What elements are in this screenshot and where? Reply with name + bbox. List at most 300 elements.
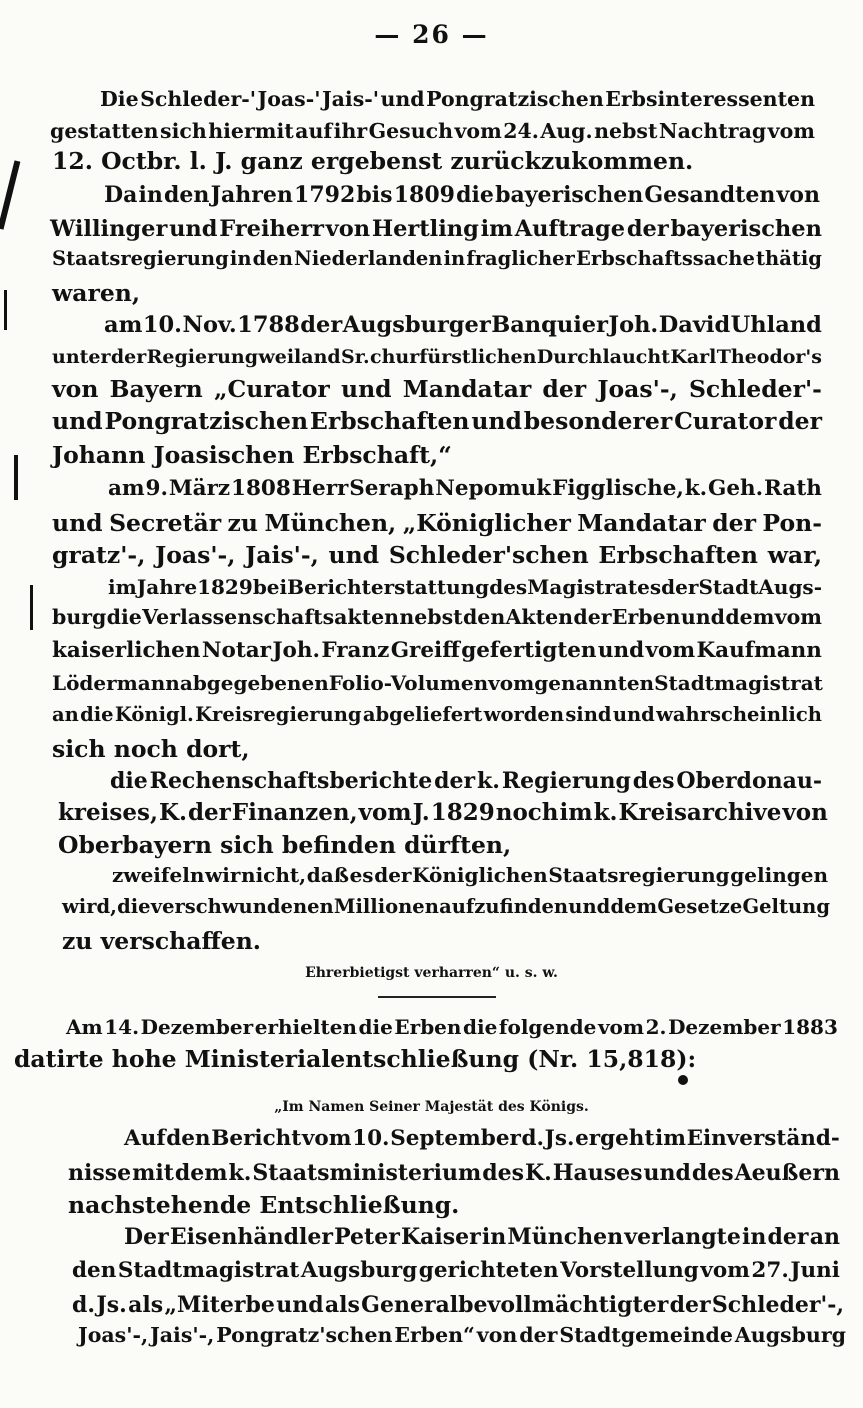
word: Augsburg: [300, 1258, 418, 1283]
word: der: [767, 1224, 809, 1250]
ink-dot: [678, 1075, 688, 1085]
word: Pongratzischen: [104, 407, 309, 435]
text-line: Ehrerbietigst verharren“ u. s. w.: [305, 965, 558, 981]
word: dem: [174, 1160, 228, 1186]
word: in: [742, 1224, 767, 1250]
word: Schleder'-,: [711, 1292, 844, 1318]
word: Der: [124, 1224, 169, 1250]
word: der: [542, 375, 587, 403]
word: Augsburg: [734, 1323, 846, 1347]
word: noch: [495, 799, 559, 826]
word: Staatsministerium: [252, 1160, 482, 1186]
word: Jais'-,: [245, 541, 319, 569]
word: Gesetze: [657, 895, 743, 918]
word: sich: [160, 119, 207, 143]
word: Gesandten: [644, 182, 776, 208]
word: k.: [477, 768, 500, 794]
word: daß: [306, 863, 349, 887]
word: in: [138, 182, 163, 208]
word: aufzufinden: [439, 895, 569, 918]
text-line: [62, 892, 830, 922]
margin-mark: [0, 160, 20, 229]
text-line: [100, 84, 815, 114]
word: verlangte: [624, 1224, 741, 1250]
word: vom: [488, 671, 535, 695]
word: 10.: [142, 312, 183, 338]
word: k.: [228, 1160, 252, 1186]
word: die: [80, 703, 114, 726]
word: wahrscheinlich: [656, 703, 822, 726]
word: Joh.: [608, 312, 659, 338]
word: von: [52, 375, 99, 403]
word: Jais-': [321, 87, 380, 111]
word: nebst: [399, 605, 463, 629]
word: im: [108, 575, 137, 599]
word: den: [166, 1126, 211, 1151]
word: Durchlaucht: [536, 346, 670, 368]
word: bayerischen: [670, 216, 822, 242]
word: Pon-: [762, 509, 822, 537]
word: Joh.: [272, 638, 320, 663]
text-line: zu verschaffen.: [62, 927, 261, 955]
word: verschwundenen: [150, 895, 334, 918]
word: Augs-: [758, 575, 822, 599]
word: und: [643, 1160, 691, 1186]
word: zweifeln: [112, 863, 205, 887]
text-line: [58, 798, 828, 828]
word: vom: [454, 119, 502, 143]
text-line: sich noch dort,: [52, 735, 250, 763]
word: die: [463, 1015, 498, 1039]
word: Berichterstattung: [287, 575, 490, 599]
word: fraglicher: [466, 247, 575, 270]
word: burg: [52, 605, 107, 629]
word: Theodor's: [716, 346, 822, 368]
word: Hauses: [552, 1160, 643, 1186]
text-line: [52, 244, 822, 274]
word: Auf: [124, 1126, 166, 1151]
word: worden: [483, 703, 565, 726]
word: 1788: [237, 312, 300, 338]
text-line: [124, 1124, 840, 1154]
word: Notar: [201, 638, 272, 663]
word: wird,: [62, 895, 117, 918]
word: Joas-': [257, 87, 321, 111]
word: 1829: [430, 799, 495, 826]
word: Karl: [670, 346, 717, 368]
word: die: [456, 182, 494, 208]
word: und: [340, 375, 392, 403]
word: Stadt: [698, 575, 759, 599]
word: 24.: [503, 119, 539, 143]
word: war,: [767, 541, 822, 569]
word: Jahre: [136, 575, 198, 599]
word: Erbsinteressenten: [605, 87, 815, 111]
word: Niederlanden: [294, 247, 443, 270]
word: unter: [52, 346, 111, 368]
word: Jahren: [210, 182, 293, 208]
word: genannten: [534, 671, 655, 695]
word: der: [300, 312, 343, 338]
word: Dezember: [668, 1015, 781, 1039]
word: Regierung: [146, 346, 259, 368]
word: 14.: [104, 1015, 140, 1039]
word: im: [480, 216, 513, 242]
text-line: [66, 1012, 838, 1042]
word: 2.: [645, 1015, 667, 1039]
word: Banquier: [491, 312, 608, 338]
word: 27.: [751, 1258, 789, 1283]
text-line: [52, 342, 822, 372]
word: 1809: [393, 182, 455, 208]
word: 1883: [782, 1015, 838, 1039]
word: die: [110, 768, 148, 794]
word: von: [325, 216, 371, 242]
word: der: [187, 799, 231, 826]
word: Joas'-,: [155, 541, 236, 569]
word: und: [612, 703, 655, 726]
word: ihr: [333, 119, 368, 143]
word: Sr.: [341, 346, 370, 368]
word: gefertigten: [461, 638, 597, 663]
word: die: [106, 605, 142, 629]
word: Erben: [394, 1015, 462, 1039]
word: gestatten: [50, 119, 159, 143]
word: „Königlicher: [402, 509, 571, 537]
word: vom: [767, 119, 815, 143]
word: der: [573, 605, 612, 629]
word: im: [559, 799, 593, 826]
word: Hertling: [371, 216, 479, 242]
word: Joas'-,: [78, 1323, 149, 1347]
word: Nepomuk: [435, 476, 552, 501]
word: der: [778, 407, 822, 435]
word: Js.: [96, 1292, 127, 1318]
word: Geh.: [708, 476, 764, 501]
word: weiland: [258, 346, 341, 368]
word: und: [52, 509, 103, 537]
word: thätig: [756, 247, 822, 270]
word: Js.: [544, 1126, 575, 1151]
margin-mark: [4, 290, 7, 330]
word: wir: [205, 863, 241, 887]
word: Willinger: [50, 216, 168, 242]
text-line: [52, 508, 822, 538]
word: die: [358, 1015, 393, 1039]
word: Magistrates: [527, 575, 662, 599]
word: Augsburger: [342, 312, 491, 338]
word: Pongratz'schen: [216, 1323, 393, 1347]
word: Kaufmann: [696, 638, 822, 663]
word: Freiherr: [219, 216, 324, 242]
text-line: [52, 406, 822, 436]
page-number: — 26 —: [374, 20, 489, 49]
word: der: [519, 1323, 558, 1347]
word: Seraph: [349, 476, 435, 501]
text-line: [52, 540, 822, 570]
text-line: Oberbayern sich befinden dürften,: [58, 831, 512, 859]
word: Juni: [790, 1258, 840, 1283]
word: die: [117, 895, 151, 918]
word: München,: [264, 509, 397, 537]
text-line: datirte hohe Ministerialentschließung (Nr. 15,818):: [14, 1045, 697, 1073]
word: Secretär: [109, 509, 222, 537]
section-divider: [378, 996, 496, 998]
word: Bericht: [211, 1126, 302, 1151]
word: am: [104, 312, 143, 338]
word: im: [655, 1126, 686, 1151]
word: k.: [593, 799, 618, 826]
word: Stadtmagistrat: [654, 671, 823, 695]
word: Gesuch: [368, 119, 454, 143]
word: hiermit: [208, 119, 294, 143]
text-line: [108, 474, 822, 504]
word: „Curator: [213, 375, 330, 403]
word: „Miterbe: [164, 1292, 275, 1318]
word: 9.: [145, 476, 168, 501]
word: Erben“: [394, 1323, 475, 1347]
word: vom: [700, 1258, 750, 1283]
word: Oberdonau-: [676, 768, 822, 794]
word: K.: [524, 1160, 552, 1186]
word: der: [110, 346, 147, 368]
word: und: [568, 895, 611, 918]
word: von: [776, 182, 820, 208]
word: mit: [132, 1160, 174, 1186]
word: und: [328, 541, 380, 569]
word: Vorstellung: [560, 1258, 699, 1283]
word: Dezember: [140, 1015, 254, 1039]
word: des: [489, 575, 528, 599]
margin-mark: [14, 455, 18, 500]
word: Auftrage: [514, 216, 626, 242]
word: Bayern: [109, 375, 203, 403]
text-line: [78, 1320, 846, 1350]
word: David: [658, 312, 731, 338]
word: den: [72, 1258, 117, 1283]
word: als: [128, 1292, 164, 1318]
word: Schleder'schen: [388, 541, 589, 569]
word: es: [349, 863, 374, 887]
word: der: [434, 768, 476, 794]
word: und: [597, 638, 645, 663]
word: dem: [610, 895, 658, 918]
word: Schleder'-: [688, 375, 822, 403]
word: vom: [597, 1015, 645, 1039]
word: erhielten: [254, 1015, 357, 1039]
word: Generalbevollmächtigter: [361, 1292, 669, 1318]
word: den: [462, 605, 506, 629]
text-line: [52, 374, 822, 404]
word: Figglische,: [552, 476, 684, 501]
text-line: [52, 700, 822, 730]
word: Akten: [505, 605, 574, 629]
word: Staatsregierung: [52, 247, 229, 270]
word: Erben: [611, 605, 681, 629]
word: Millionen: [333, 895, 439, 918]
word: an: [809, 1224, 840, 1250]
word: Am: [66, 1015, 103, 1039]
word: in: [481, 1224, 507, 1250]
word: und: [680, 605, 726, 629]
word: Nachtrag: [658, 119, 767, 143]
word: Greiff: [390, 638, 460, 663]
word: J.: [412, 799, 430, 826]
word: Kreisregierung: [195, 703, 362, 726]
text-line: nachstehende Entschließung.: [68, 1191, 460, 1219]
word: Erbschaftssache: [575, 247, 755, 270]
word: Regierung: [501, 768, 631, 794]
text-line: [108, 572, 822, 602]
word: des: [632, 768, 675, 794]
word: der: [669, 1292, 711, 1318]
word: Curator: [674, 407, 777, 435]
word: Rath: [764, 476, 822, 501]
word: Mandatar: [577, 509, 706, 537]
word: Aug.: [540, 119, 593, 143]
word: kaiserlichen: [52, 638, 201, 663]
word: d.: [521, 1126, 545, 1151]
word: Aeußern: [734, 1160, 840, 1186]
word: Lödermann: [52, 671, 180, 695]
word: Finanzen,: [231, 799, 358, 826]
word: von: [476, 1323, 518, 1347]
word: vom: [774, 605, 822, 629]
word: Da: [104, 182, 138, 208]
word: 1792: [294, 182, 356, 208]
word: vom: [358, 799, 412, 826]
word: bayerischen: [495, 182, 644, 208]
word: März: [168, 476, 231, 501]
word: der: [626, 216, 669, 242]
word: K.: [158, 799, 187, 826]
word: den: [252, 247, 293, 270]
word: Die: [100, 87, 139, 111]
word: und: [169, 216, 218, 242]
word: an: [52, 703, 79, 726]
word: nisse: [68, 1160, 132, 1186]
word: Königl.: [114, 703, 194, 726]
word: der: [661, 575, 699, 599]
word: Peter: [334, 1224, 400, 1250]
word: Eisenhändler: [169, 1224, 333, 1250]
word: dem: [725, 605, 775, 629]
text-line: [112, 860, 828, 890]
word: sind: [565, 703, 612, 726]
word: vom: [645, 638, 696, 663]
word: in: [229, 247, 252, 270]
word: der: [374, 863, 412, 887]
word: ergeht: [575, 1126, 655, 1151]
word: Erbschaften: [309, 407, 470, 435]
word: Joas'-,: [597, 375, 678, 403]
word: bis: [356, 182, 393, 208]
word: Kreisarchive: [618, 799, 782, 826]
text-line: [72, 1290, 844, 1320]
word: Geltung: [742, 895, 830, 918]
word: k.: [684, 476, 708, 501]
text-line: [104, 180, 820, 210]
text-line: Johann Joasischen Erbschaft,“: [52, 441, 452, 469]
text-line: [50, 116, 815, 146]
word: als: [324, 1292, 360, 1318]
word: Königlichen: [412, 863, 548, 887]
text-line: [72, 1256, 840, 1286]
text-line: [52, 602, 822, 632]
word: kreises,: [58, 799, 158, 826]
text-line: [52, 668, 822, 698]
word: Nov.: [182, 312, 237, 338]
word: Folio-Volumen: [328, 671, 489, 695]
word: und: [471, 407, 522, 435]
word: Rechenschaftsberichte: [149, 768, 433, 794]
text-line: [52, 636, 822, 666]
word: und: [380, 87, 425, 111]
word: gratz'-,: [52, 541, 146, 569]
word: d.: [72, 1292, 96, 1318]
word: abgeliefert: [362, 703, 483, 726]
word: abgegebenen: [179, 671, 329, 695]
word: Jais'-,: [150, 1323, 215, 1347]
text-line: [124, 1222, 840, 1252]
word: zu: [227, 509, 258, 537]
word: Pongratzischen: [426, 87, 604, 111]
word: und: [52, 407, 103, 435]
word: auf: [295, 119, 333, 143]
text-line: [110, 766, 822, 796]
word: Staatsregierung: [548, 863, 730, 887]
word: des: [482, 1160, 524, 1186]
text-line: [104, 310, 822, 340]
word: des: [691, 1160, 734, 1186]
text-line: [50, 214, 822, 244]
word: nebst: [594, 119, 658, 143]
text-line: „Im Namen Seiner Majestät des Königs.: [274, 1099, 589, 1115]
text-line: 12. Octbr. l. J. ganz ergebenst zurückzukommen.: [52, 147, 694, 175]
word: München: [507, 1224, 624, 1250]
word: Stadtgemeinde: [559, 1323, 733, 1347]
word: besonderer: [523, 407, 673, 435]
word: bei: [252, 575, 288, 599]
word: Erbschaften: [598, 541, 758, 569]
margin-mark: [30, 585, 33, 630]
word: Verlassenschaftsakten: [142, 605, 400, 629]
word: 10.: [352, 1126, 390, 1151]
word: churfürstlichen: [370, 346, 537, 368]
word: gerichteten: [418, 1258, 559, 1283]
word: vom: [301, 1126, 352, 1151]
word: am: [108, 476, 145, 501]
word: 1829: [197, 575, 253, 599]
word: Stadtmagistrat: [117, 1258, 300, 1283]
word: Einverständ-: [686, 1126, 840, 1151]
text-line: [68, 1158, 840, 1188]
word: nicht,: [241, 863, 307, 887]
word: Schleder-': [140, 87, 257, 111]
word: Franz: [321, 638, 390, 663]
word: von: [782, 799, 828, 826]
word: in: [443, 247, 466, 270]
word: 1808: [231, 476, 291, 501]
word: gelingen: [730, 863, 828, 887]
word: und: [276, 1292, 324, 1318]
word: der: [712, 509, 756, 537]
word: Mandatar: [402, 375, 532, 403]
word: Kaiser: [400, 1224, 481, 1250]
word: Uhland: [730, 312, 822, 338]
word: Herr: [291, 476, 349, 501]
word: den: [164, 182, 210, 208]
